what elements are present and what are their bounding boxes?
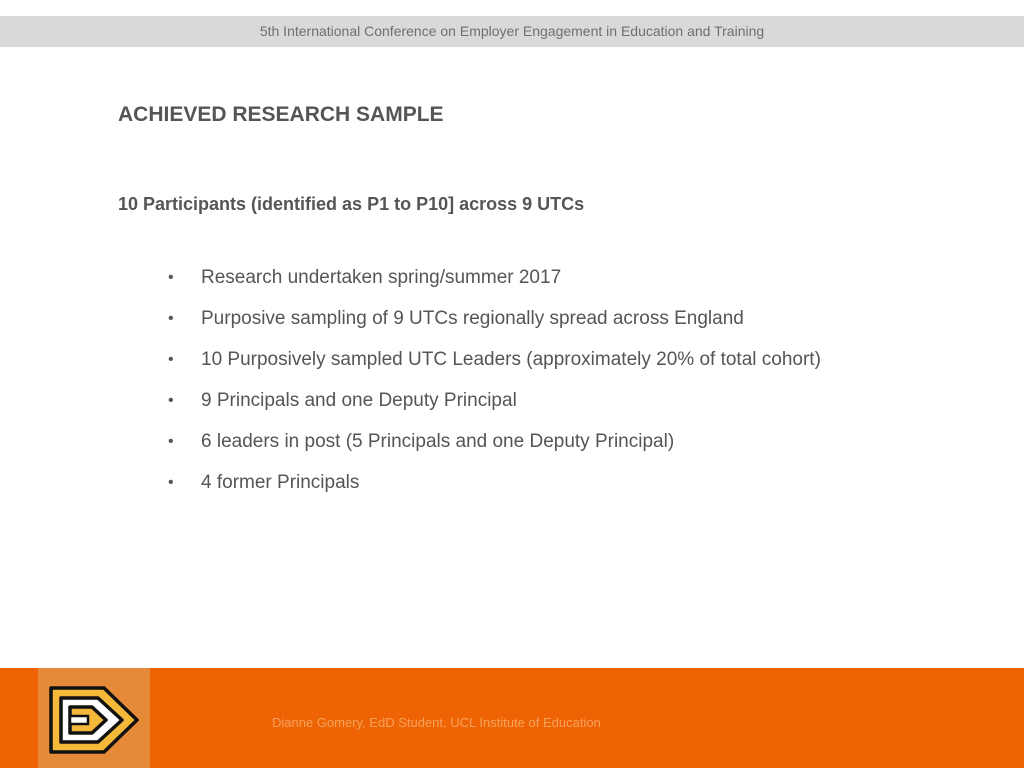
- slide-title: ACHIEVED RESEARCH SAMPLE: [118, 103, 444, 126]
- footer-band: [0, 668, 1024, 768]
- bullet-dot-icon: •: [168, 269, 174, 286]
- bullet-dot-icon: •: [168, 433, 174, 450]
- bullet-text: 4 former Principals: [201, 472, 360, 493]
- slide-subtitle: 10 Participants (identified as P1 to P10] across 9 UTCs: [118, 194, 585, 214]
- footer-author: Dianne Gomery, EdD Student, UCL Institute of Education: [272, 715, 601, 730]
- logo: [38, 668, 150, 768]
- bullet-dot-icon: •: [168, 474, 174, 491]
- bullet-dot-icon: •: [168, 392, 174, 409]
- bullet-dot-icon: •: [168, 310, 174, 327]
- bullet-text: Research undertaken spring/summer 2017: [201, 267, 562, 288]
- conference-title: 5th International Conference on Employer Engagement in Education and Training: [259, 23, 765, 39]
- utc-logo-icon: [48, 685, 140, 755]
- bullet-dot-icon: •: [168, 351, 174, 368]
- bullet-text: 6 leaders in post (5 Principals and one Deputy Principal): [201, 431, 675, 452]
- bullet-text: Purposive sampling of 9 UTCs regionally spread across England: [201, 308, 744, 329]
- bullet-text: 10 Purposively sampled UTC Leaders (approximately 20% of total cohort): [201, 349, 821, 370]
- bullet-text: 9 Principals and one Deputy Principal: [201, 390, 517, 411]
- header-band: [0, 16, 1024, 47]
